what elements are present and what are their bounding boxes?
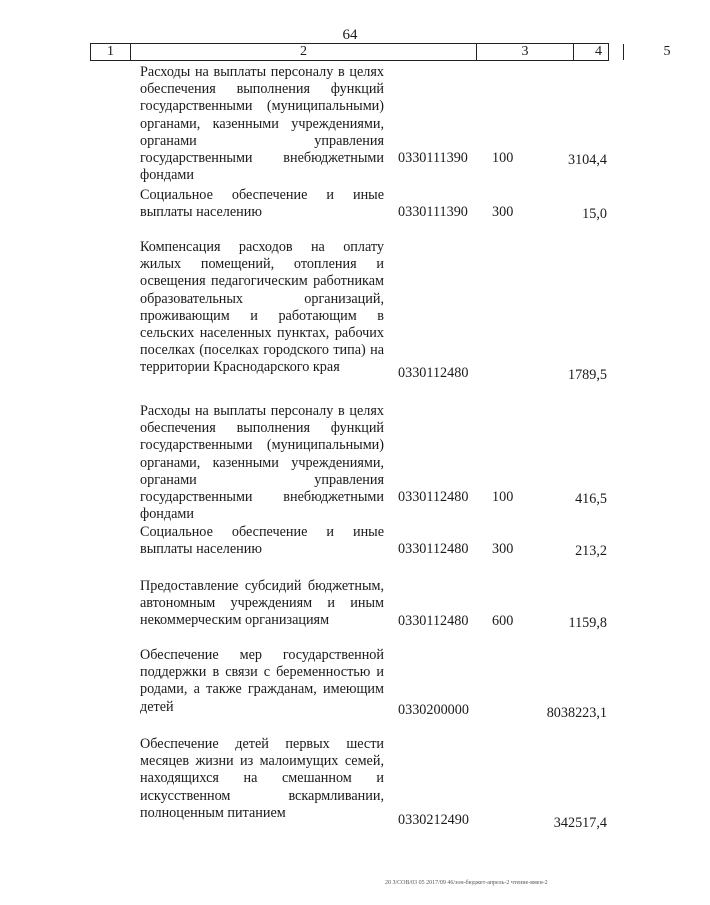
row-expense-type: 600 — [492, 613, 514, 629]
row-expense-type: 300 — [492, 541, 514, 557]
row-code: 0330112480 — [398, 489, 469, 505]
row-amount: 1159,8 — [568, 615, 607, 631]
row-code: 0330112480 — [398, 541, 469, 557]
row-description: Компенсация расходов на оплату жилых помещений, отопления и освещения педагогическим работникам образовательных организаций, проживающим и работающим в сельских населенных пунктах, рабочих поселках (поселках городского типа) на территории Краснодарского края — [140, 239, 384, 376]
row-code: 0330112480 — [398, 365, 469, 381]
row-amount: 416,5 — [575, 491, 607, 507]
document-footer: 20 З/СОВ/03 05 2017/09 46/зон-бюджет-апрель-2 чтение-вмен-2 — [385, 880, 548, 886]
table-header — [90, 43, 671, 61]
header-col-3: 3 — [477, 44, 574, 60]
row-description: Обеспечение мер государственной поддержки в связи с беременностью и родами, а также гражданам, имеющим детей — [140, 647, 384, 715]
header-col-2: 2 — [131, 44, 477, 60]
row-amount: 342517,4 — [553, 815, 607, 831]
header-col-5: 5 — [663, 44, 671, 59]
row-description: Обеспечение детей первых шести месяцев жизни из малоимущих семей, находящихся на смешанном и искусственном вскармливании, полноценным питанием — [140, 736, 384, 821]
row-description: Предоставление субсидий бюджетным, автономным учреждениям и иным некоммерческим организациям — [140, 578, 384, 629]
row-description: Социальное обеспечение и иные выплаты населению — [140, 187, 384, 221]
row-code: 0330200000 — [398, 702, 469, 718]
row-description: Расходы на выплаты персоналу в целях обеспечения выполнения функций государственными (муниципальными) органами, казенными учреждениями, органами управления государственными внебюджетными фондами — [140, 64, 384, 184]
row-amount: 8038223,1 — [546, 705, 607, 721]
row-amount: 3104,4 — [567, 152, 607, 168]
row-code: 0330212490 — [398, 812, 469, 828]
row-amount: 15,0 — [582, 206, 607, 222]
row-expense-type: 100 — [492, 489, 514, 505]
row-amount: 1789,5 — [567, 367, 607, 383]
row-code: 0330111390 — [398, 150, 468, 166]
row-amount: 213,2 — [575, 543, 607, 559]
header-col-4: 4 — [574, 44, 624, 60]
row-code: 0330111390 — [398, 204, 468, 220]
row-description: Расходы на выплаты персоналу в целях обеспечения выполнения функций государственными (муниципальными) органами, казенными учреждениями, органами управления государственными внебюджетными фондами — [140, 403, 384, 523]
row-expense-type: 300 — [492, 204, 514, 220]
row-description: Социальное обеспечение и иные выплаты населению — [140, 524, 384, 558]
page-number: 64 — [342, 27, 358, 43]
header-col-1: 1 — [91, 44, 131, 60]
row-expense-type: 100 — [492, 150, 514, 166]
row-code: 0330112480 — [398, 613, 469, 629]
